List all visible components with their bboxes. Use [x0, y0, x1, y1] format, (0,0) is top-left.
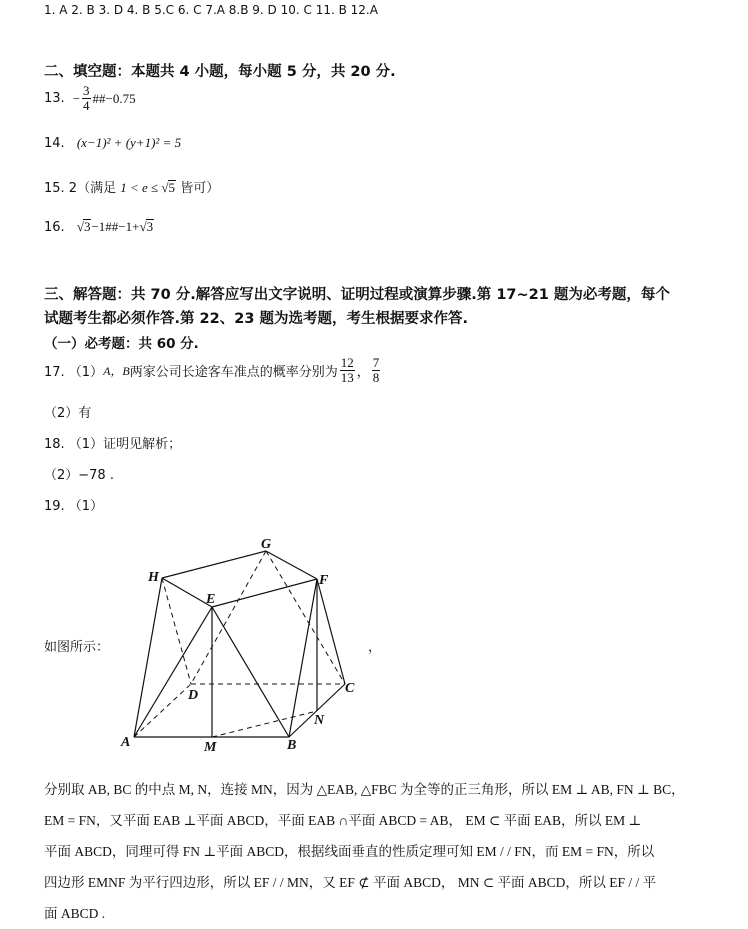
figure-trailing-comma: ， [368, 640, 382, 655]
proof-line-5: 面 ABCD . [44, 906, 106, 921]
edge-EB [212, 607, 289, 737]
edge-FC [317, 579, 345, 684]
q17-companies: A，B [103, 364, 130, 378]
answer-16: 16. √3−1##−1+√3 [44, 219, 154, 235]
label-M: M [204, 740, 217, 755]
edge-AD [134, 684, 191, 737]
answer-13: 13. − $\frac{3}{4}$ ##−0.75 [44, 83, 136, 113]
q13-number: 13. [44, 91, 65, 106]
choice-answers: 1. A 2. B 3. D 4. B 5.C 6. C 7.A 8.B 9. D 10. C 11. B 12.A [44, 3, 378, 17]
label-E: E [206, 592, 216, 607]
proof-line-2: EM = FN，又平面 EAB ⊥平面 ABCD，平面 EAB ∩平面 ABCD = AB， EM ⊂ 平面 EAB，所以 EM ⊥ [44, 813, 642, 828]
q16-root1: 3 [83, 219, 91, 234]
edge-MN [212, 711, 317, 737]
q15-number: 15. 2（满足 [44, 181, 117, 196]
section3-subheading: （一）必考题：共 60 分. [44, 336, 199, 352]
answer-17-part1: 17. （1） A，B 两家公司长途客车准点的概率分别为 $\frac{12}{13}$ ， $\frac{7}{8}$ [44, 355, 380, 385]
section2-heading: 二、填空题：本题共 4 小题，每小题 5 分，共 20 分. [44, 64, 396, 80]
q13-fraction: $\frac{3}{4}$ [83, 83, 90, 113]
edge-GD [191, 551, 266, 684]
edge-HE [162, 578, 212, 607]
answer-19-part1: 19. （1） [44, 499, 104, 514]
proof-line-3: 平面 ABCD，同理可得 FN ⊥平面 ABCD，根据线面垂直的性质定理可知 EM / / FN，而 EM = FN，所以 [44, 844, 655, 859]
q16-root2: 3 [146, 219, 154, 234]
q16-number: 16. [44, 220, 65, 235]
q17-text: 两家公司长途客车准点的概率分别为 [129, 365, 338, 380]
label-C: C [345, 681, 355, 696]
q15-tail: 皆可） [180, 181, 220, 196]
label-D: D [188, 688, 199, 703]
q17-fraction1: $\frac{12}{13}$ [340, 355, 354, 385]
q14-number: 14. [44, 136, 65, 151]
label-G: G [261, 537, 272, 552]
label-N: N [314, 713, 325, 728]
edge-GC [266, 551, 345, 684]
q15-condition: 1 < e ≤ [120, 180, 162, 195]
edge-GF [266, 551, 317, 579]
q17-prefix: 17. （1） [44, 365, 104, 380]
proof-line-1: 分别取 AB, BC 的中点 M, N，连接 MN，因为 △EAB, △FBC 为全等的正三角形，所以 EM ⊥ AB, FN ⊥ BC， [44, 782, 685, 797]
answer-17-part2: （2）有 [44, 406, 92, 421]
q14-expr: (x−1)² + (y+1)² = 5 [76, 135, 182, 150]
edge-FB [289, 579, 317, 737]
section3-heading-line2: 试题考生都必须作答.第 22、23 题为选考题，考生根据要求作答. [44, 311, 468, 327]
edge-EF [212, 579, 317, 607]
q13-rest: ##−0.75 [92, 90, 136, 106]
edge-HG [162, 551, 266, 578]
proof-line-4: 四边形 EMNF 为平行四边形，所以 EF / / MN，又 EF ⊄ 平面 ABCD， MN ⊂ 平面 ABCD，所以 EF / / 平 [44, 875, 657, 890]
label-H: H [148, 570, 159, 585]
section3-heading-line1: 三、解答题：共 70 分.解答应写出文字说明、证明过程或演算步骤.第 17~21 题为必考题，每个 [44, 287, 670, 303]
answer-18-part2: （2）−78 . [44, 468, 114, 483]
label-A: A [121, 735, 131, 750]
q15-root: 5 [168, 180, 176, 195]
label-F: F [319, 573, 329, 588]
edge-HD [162, 578, 191, 684]
q17-fraction2: $\frac{7}{8}$ [372, 355, 380, 385]
figure-caption: 如图所示： [44, 640, 110, 655]
q16-mid: −1##−1+ [91, 219, 140, 234]
answer-18-part1: 18. （1）证明见解析； [44, 437, 182, 452]
label-B: B [287, 738, 297, 753]
answer-15: 15. 2（满足 1 < e ≤ √5 皆可） [44, 180, 220, 196]
